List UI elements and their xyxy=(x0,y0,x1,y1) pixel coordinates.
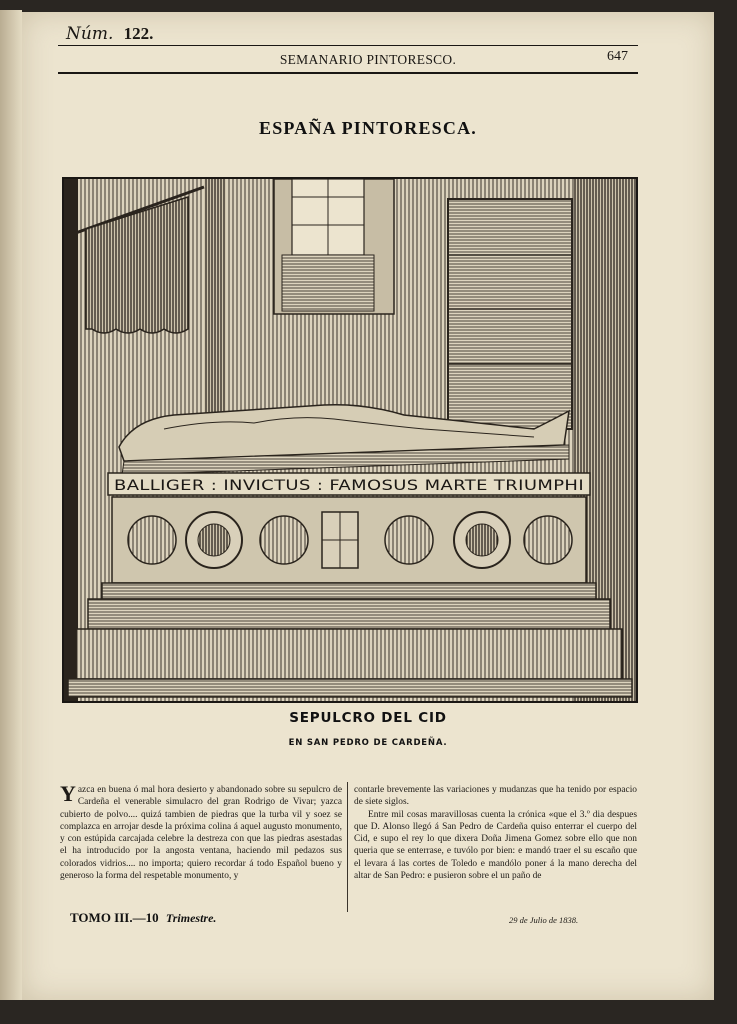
masthead: SEMANARIO PINTORESCO. xyxy=(279,52,457,67)
footer-date: 29 de Julio de 1838. xyxy=(509,915,579,925)
footer-volume xyxy=(70,910,216,926)
dropcap: Y xyxy=(60,781,76,806)
page xyxy=(22,12,714,1000)
tomb-engraving xyxy=(62,177,638,703)
right-paragraph-2: Entre mil cosas maravillosas cuenta la crónica «que el 3.º dia despues que D. Alonso llegó á San Pedro de Cardeña quiso enterrar el cuerpo del Cid, e supo el rey lo que dixera Doña Jimena Gomez sobre ello que non queria que se enterrase, e tuvólo por bien: e mandó traer el su escaño que el levara á las cortes de Toledo e mandólo poner á la mano derecha del altar de San Pedro: e pusieron sobre el un paño de xyxy=(354,809,637,882)
header-rule-bottom xyxy=(58,72,638,74)
issue-number-label: Núm. xyxy=(66,24,114,44)
adjacent-page-edge xyxy=(0,10,22,1000)
issue-number-value: 122. xyxy=(123,24,154,43)
article-column-left xyxy=(60,781,342,882)
figure-subcaption: EN SAN PEDRO DE CARDEÑA. xyxy=(288,738,448,748)
footer-trimestre: Trimestre. xyxy=(165,911,217,925)
figure-caption: SEPULCRO DEL CID xyxy=(289,710,447,726)
footer-tomo: TOMO III.—10 xyxy=(70,910,159,925)
section-title: ESPAÑA PINTORESCA. xyxy=(259,118,477,138)
right-paragraph-1: contarle brevemente las variaciones y mudanzas que ha tenido por espacio de siete siglos. xyxy=(354,785,637,808)
left-column-text: azca en buena ó mal hora desierto y abandonado sobre su sepulcro de Cardeña el venerable simulacro del gran Rodrigo de Vivar; yazca cubierto de polvo.... quizá tambien de piedras que la turba vil y soez se complazca en arrojar desde la próxima colina á aquel augusto monumento, y con estúpida carcajada celebre la destreza con que las piedras asestadas el ha introducido por la angosta ventana, haciendo mil pedazos sus colorados vidrios.... no importa; quiero recordar á todo Español bueno y generoso la forma del respetable monumento, y xyxy=(60,785,342,882)
issue-number xyxy=(66,24,153,44)
page-number: 647 xyxy=(607,49,628,64)
article-column-right xyxy=(354,784,637,882)
column-divider xyxy=(347,782,348,912)
tomb-inscription: BALLIGER : INVICTUS : FAMOSUS MARTE TRIUMPHI xyxy=(114,478,584,494)
header-rule-top xyxy=(58,45,638,46)
